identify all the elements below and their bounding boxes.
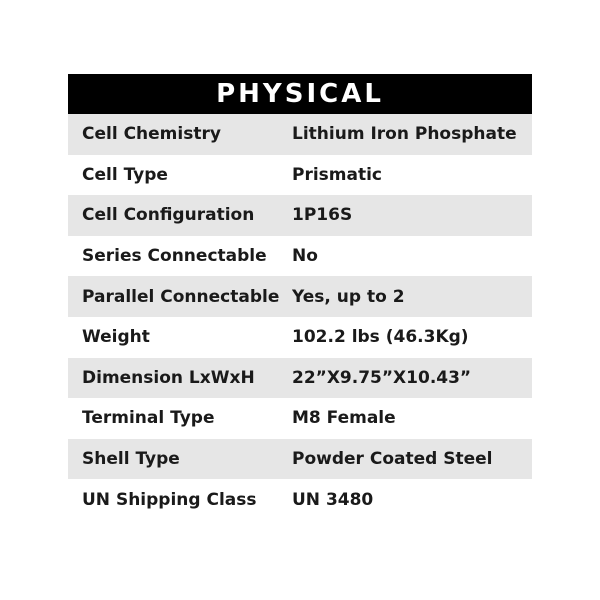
row-label: Shell Type (82, 449, 180, 470)
row-label: Cell Configuration (82, 205, 255, 226)
table-row (68, 479, 532, 520)
row-value: 22”X9.75”X10.43” (292, 367, 472, 388)
table-row (68, 114, 532, 155)
row-value: 102.2 lbs (46.3Kg) (292, 327, 469, 348)
row-label: Dimension LxWxH (82, 367, 255, 388)
table-row (68, 236, 532, 277)
spec-table (68, 74, 532, 520)
table-row (68, 155, 532, 196)
table-row (68, 439, 532, 480)
row-value: Prismatic (292, 164, 383, 185)
row-label: Cell Type (82, 164, 168, 185)
row-label: UN Shipping Class (82, 489, 257, 510)
row-value: 1P16S (292, 205, 353, 226)
row-value: Yes, up to 2 (292, 286, 405, 307)
row-value: Lithium Iron Phosphate (292, 124, 517, 145)
table-title: PHYSICAL (216, 79, 384, 109)
table-row (68, 398, 532, 439)
row-value: Powder Coated Steel (292, 449, 493, 470)
row-label: Terminal Type (82, 408, 215, 429)
row-label: Weight (82, 327, 150, 348)
row-label: Parallel Connectable (82, 286, 280, 307)
table-row (68, 358, 532, 399)
table-header (68, 74, 532, 114)
row-value: No (292, 246, 318, 267)
table-row (68, 276, 532, 317)
row-value: UN 3480 (292, 489, 374, 510)
row-label: Series Connectable (82, 246, 267, 267)
table-row (68, 195, 532, 236)
row-value: M8 Female (292, 408, 396, 429)
row-label: Cell Chemistry (82, 124, 221, 145)
table-row (68, 317, 532, 358)
